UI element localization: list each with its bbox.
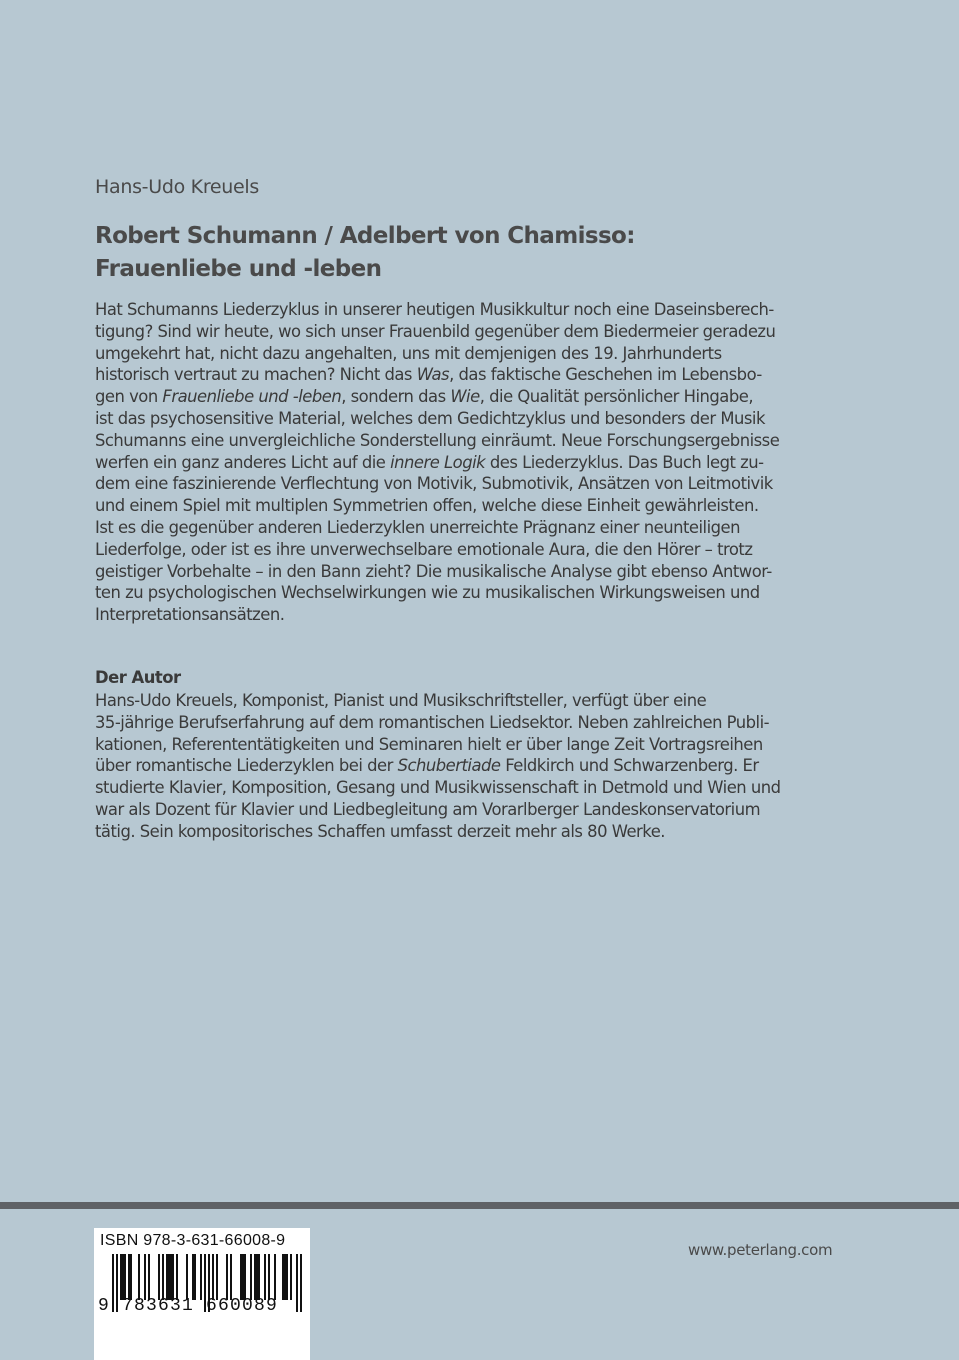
- book-title: [95, 220, 875, 286]
- text-span: werfen ein ganz anderes Licht auf die: [95, 452, 391, 472]
- barcode-bar: [242, 1254, 244, 1300]
- emphasis-innere-logik: innere Logik: [390, 452, 486, 472]
- barcode-bar: [296, 1254, 298, 1312]
- barcode-bar: [170, 1254, 172, 1300]
- about-author-heading: Der Autor: [95, 668, 181, 687]
- book-title-line-2: Frauenliebe und -leben: [95, 256, 382, 282]
- barcode-bar: [200, 1254, 202, 1300]
- description-line: tigung? Sind wir heute, wo sich unser Frauenbild gegenüber dem Biedermeier geradezu: [95, 321, 776, 341]
- description-line: [95, 452, 785, 474]
- description-line: umgekehrt hat, nicht dazu angehalten, uns mit demjenigen des 19. Jahrhunderts: [95, 343, 722, 363]
- text-span: des Liederzyklus. Das Buch legt zu-: [485, 452, 764, 472]
- barcode-bar: [264, 1254, 266, 1300]
- ean-digits: 9 783631 660089: [98, 1296, 279, 1316]
- barcode-bar: [128, 1254, 130, 1300]
- barcode-bar: [230, 1254, 232, 1300]
- barcode-bar: [212, 1254, 214, 1300]
- barcode-bar: [138, 1254, 140, 1300]
- description-line: Schumanns eine unvergleichliche Sonderstellung einräumt. Neue Forschungsergebnisse: [95, 430, 780, 450]
- barcode-bar: [194, 1254, 196, 1300]
- text-span: , die Qualität persönlicher Hingabe,: [479, 387, 754, 407]
- text-span: , sondern das: [341, 387, 451, 407]
- barcode-bar: [290, 1254, 292, 1300]
- barcode-bar: [268, 1254, 270, 1300]
- barcode-bar: [226, 1254, 228, 1300]
- description-line: Interpretationsansätzen.: [95, 605, 285, 625]
- description-line: ist das psychosensitive Material, welches dem Gedichtzyklus und besonders der Musik: [95, 408, 765, 428]
- barcode-bar: [144, 1254, 146, 1300]
- description-line: Hat Schumanns Liederzyklus in unserer heutigen Musikkultur noch eine Daseinsberech-: [95, 300, 774, 319]
- barcode-bar: [166, 1254, 168, 1300]
- about-line: 35-jährige Berufserfahrung auf dem romantischen Liedsektor. Neben zahlreichen Publi-: [95, 712, 770, 732]
- text-span: über romantische Liederzyklen bei der: [95, 756, 398, 776]
- description-line: Ist es die gegenüber anderen Liederzyklen unerreichte Prägnanz einer neunteiligen: [95, 517, 741, 537]
- book-description: [95, 299, 785, 626]
- barcode-bar: [240, 1254, 242, 1300]
- barcode-bar: [216, 1254, 218, 1300]
- barcode-bar: [162, 1254, 164, 1300]
- isbn-barcode: [94, 1228, 310, 1360]
- text-span: historisch vertraut zu machen? Nicht das: [95, 365, 417, 385]
- barcode-bar: [186, 1254, 188, 1300]
- text-span: gen von: [95, 387, 163, 407]
- barcode-bar: [250, 1254, 252, 1300]
- about-line: kationen, Referententätigkeiten und Seminaren hielt er über lange Zeit Vortragsreihen: [95, 734, 763, 754]
- about-line: war als Dozent für Klavier und Liedbegleitung am Vorarlberger Landeskonservatorium: [95, 799, 761, 819]
- description-line: [95, 364, 785, 386]
- barcode-bar: [130, 1254, 132, 1300]
- description-line: ten zu psychologischen Wechselwirkungen wie zu musikalischen Wirkungsweisen und: [95, 583, 760, 603]
- about-line: tätig. Sein kompositorisches Schaffen umfasst derzeit mehr als 80 Werke.: [95, 821, 665, 841]
- barcode-bar: [256, 1254, 258, 1300]
- barcode-bar: [274, 1254, 276, 1300]
- footer-divider: [0, 1202, 959, 1209]
- barcode-bar: [254, 1254, 256, 1300]
- barcode-bar: [176, 1254, 178, 1300]
- barcode-bar: [244, 1254, 246, 1300]
- about-line: studierte Klavier, Komposition, Gesang und Musikwissenschaft in Detmold und Wien und: [95, 778, 781, 798]
- emphasis-schubertiade: Schubertiade: [397, 756, 501, 776]
- about-line: [95, 755, 765, 777]
- barcode-bar: [286, 1254, 288, 1300]
- barcode-bar: [258, 1254, 260, 1300]
- description-line: und einem Spiel mit multiplen Symmetrien offen, welche diese Einheit gewährleisten.: [95, 496, 759, 516]
- description-line: dem eine faszinierende Verflechtung von Motivik, Submotivik, Ansätzen von Leitmotivik: [95, 474, 773, 494]
- text-span: Feldkirch und Schwarzenberg. Er: [500, 756, 759, 776]
- barcode-bar: [300, 1254, 302, 1312]
- publisher-website: www.peterlang.com: [688, 1241, 833, 1259]
- book-title-line-1: Robert Schumann / Adelbert von Chamisso:: [95, 223, 635, 249]
- about-author-text: [95, 690, 781, 843]
- barcode-bar: [192, 1254, 194, 1300]
- emphasis-was: Was: [416, 365, 450, 385]
- description-line: geistiger Vorbehalte – in den Bann zieht? Die musikalische Analyse gibt ebenso Antwor-: [95, 561, 772, 581]
- barcode-bar: [124, 1254, 126, 1300]
- isbn-label: ISBN 978-3-631-66008-9: [100, 1232, 286, 1249]
- about-line: Hans-Udo Kreuels, Komponist, Pianist und Musikschriftsteller, verfügt über eine: [95, 691, 707, 710]
- barcode-bar: [120, 1254, 122, 1300]
- emphasis-title: Frauenliebe und -leben: [162, 387, 342, 407]
- author-name: Hans-Udo Kreuels: [95, 176, 260, 198]
- barcode-bar: [122, 1254, 124, 1300]
- barcode-bar: [148, 1254, 150, 1300]
- barcode-bar: [158, 1254, 160, 1300]
- description-line: Liederfolge, oder ist es ihre unverwechselbare emotionale Aura, die den Hörer – trotz: [95, 539, 753, 559]
- text-span: , das faktische Geschehen im Lebensbo-: [449, 365, 762, 385]
- barcode-bar: [284, 1254, 286, 1300]
- barcode-bar: [168, 1254, 170, 1300]
- description-line: [95, 386, 785, 408]
- emphasis-wie: Wie: [450, 387, 480, 407]
- barcode-bar: [282, 1254, 284, 1300]
- barcode-bar: [172, 1254, 174, 1300]
